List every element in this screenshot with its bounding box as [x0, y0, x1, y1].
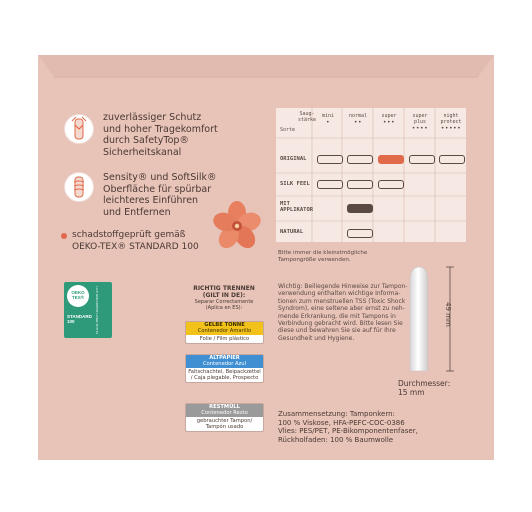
warning-line: diese und bewahren Sie sie auf für Ihre [278, 327, 396, 335]
disposal-subtitle-line: Separar Correctamente [194, 299, 254, 305]
disposal-title [186, 285, 262, 311]
bin-header [186, 355, 263, 368]
column-header-super-plus [406, 113, 434, 132]
bin-name: GELBE TONNE [204, 322, 245, 328]
warning-line: Gesundheit und Hygiene. [278, 334, 355, 342]
warning-line: Verbindung gebracht wird. Bitte lesen Sie [278, 320, 403, 328]
table-note [278, 250, 367, 265]
diameter-value: 15 mm [398, 388, 425, 397]
bin-grey [185, 403, 264, 432]
corner-line: stärke [297, 117, 317, 123]
bin-sub: Contenedor Amarillo [197, 328, 252, 335]
bin-header [186, 322, 263, 335]
tampon-sensity-icon [65, 173, 93, 201]
tampon-size-icon-highlighted [378, 155, 404, 164]
corner-line: Saug- [299, 111, 315, 117]
composition-line: 100 % Viskose, HFA-PEFC-COC-0386 [278, 418, 405, 427]
bin-item: gebrauchter Tampon/ Tampón usado [196, 417, 253, 430]
feature-line: und hoher Tragekomfort [103, 123, 218, 135]
column-name: mini [321, 113, 335, 119]
column-header-night-protect [437, 113, 465, 132]
note-line: Bitte immer die kleinstmögliche [278, 250, 368, 256]
note-line: Tampongröße verwenden. [278, 257, 351, 264]
tampon-size-icon [439, 155, 465, 164]
column-name: super [381, 113, 397, 119]
warning-line: Syndrom), eine seltene aber ernst zu neh- [278, 305, 405, 313]
bin-header [186, 404, 263, 417]
tss-warning-text [278, 283, 407, 342]
tampon-size-icon [378, 180, 404, 189]
tampon-diameter [398, 379, 450, 397]
feature-line: Oberfläche für spürbar [103, 183, 212, 195]
drops-icon: •• [353, 119, 363, 126]
bin-sub: Contenedor Azul [202, 361, 247, 368]
oeko-tex-text [72, 230, 199, 253]
disposal-title-line: RICHTIG TRENNEN [193, 285, 255, 292]
drops-icon: ••••• [440, 125, 462, 132]
package-flap [38, 55, 494, 79]
feature-icon-circle [64, 114, 94, 144]
drops-icon: • [325, 119, 331, 126]
tampon-size-icon [347, 229, 373, 238]
bin-name: ALTPAPIER [209, 355, 240, 361]
feature-line: und Entfernen [103, 206, 171, 218]
bullet-dot [61, 233, 67, 239]
table-corner-sorte: Sorte [280, 127, 296, 133]
oeko-tex-standard: STANDARD 100 [67, 314, 92, 324]
column-header-normal [344, 113, 372, 126]
row-label-mit-applikator: MIT APPLIKATOR [280, 201, 314, 213]
column-header-super [375, 113, 403, 126]
disposal-title-line: (GILT IN DE): [202, 292, 246, 299]
bin-sub: Contenedor Resto [201, 410, 248, 417]
tampon-length: 49 mm [444, 302, 452, 327]
composition-line: Zusammensetzung: Tamponkern: [278, 410, 395, 418]
tampon-size-icon [409, 155, 435, 164]
tampon-safetytop-icon [65, 115, 93, 143]
column-name: normal [348, 113, 368, 119]
warning-line: verwendung enthalten wichtige Informa- [278, 290, 401, 298]
row-label-original: ORIGINAL [280, 156, 307, 162]
tampon-size-icon [317, 180, 343, 189]
oeko-tex-label [64, 282, 112, 338]
warning-line: tionen zum menstruellen TSS (Toxic Shock [278, 297, 406, 305]
feature-line: Sicherheitskanal [103, 146, 182, 158]
column-name: super plus [412, 113, 428, 125]
column-name: night protect [440, 113, 462, 125]
tampon-illustration [400, 255, 470, 380]
flower-illustration [208, 198, 266, 254]
tampon-size-icon [347, 155, 373, 164]
bin-name: RESTMÜLL [209, 404, 240, 410]
oeko-tex-brand: OEKO TEX® [71, 290, 85, 300]
column-header-mini [314, 113, 342, 126]
tampon-applicator-icon [347, 204, 373, 213]
disposal-subtitle-line: (Aplica en ES): [205, 305, 243, 311]
feature-text-sensity [103, 172, 217, 218]
drops-icon: ••• [382, 119, 396, 126]
oeko-line: schadstoffgeprüft gemäß [72, 230, 186, 240]
bin-blue [185, 354, 264, 383]
feature-line: durch SafetyTop® [103, 135, 189, 146]
diameter-label: Durchmesser: [398, 379, 451, 388]
warning-line: mende Erkrankung, die mit Tampons in [278, 312, 396, 320]
composition-line: Rückholfaden: 100 % Baumwolle [278, 435, 394, 444]
feature-line: zuverlässiger Schutz [103, 112, 202, 123]
oeko-line: OEKO-TEX® STANDARD 100 [72, 241, 199, 252]
feature-text-safetytop [103, 112, 218, 158]
bin-item: Folie / Film plástico [199, 335, 250, 342]
drops-icon: •••• [411, 125, 429, 132]
row-label-natural: NATURAL [280, 229, 304, 235]
bin-item: Faltschachtel, Beipackzettel / Caja plegable, Prospecto [188, 368, 261, 381]
composition-line: Vlies: PES/PET, PE-Bikomponentenfaser, [278, 427, 418, 436]
warning-line: Wichtig: Beiliegende Hinweise zur Tampon- [278, 283, 408, 290]
tampon-size-icon [317, 155, 343, 164]
tampon-size-icon [347, 180, 373, 189]
oeko-tex-code: 19.HUK.35527 HOHENSTEIN HTTI [95, 286, 99, 334]
feature-line: Sensity® und SoftSilk® [103, 172, 217, 183]
feature-line: leichteres Einführen [103, 195, 199, 206]
composition-text [278, 410, 418, 444]
bin-yellow [185, 321, 264, 344]
row-label-silk-feel: SILK FEEL [280, 181, 310, 187]
oeko-tex-logo [67, 285, 89, 307]
feature-icon-circle [64, 172, 94, 202]
